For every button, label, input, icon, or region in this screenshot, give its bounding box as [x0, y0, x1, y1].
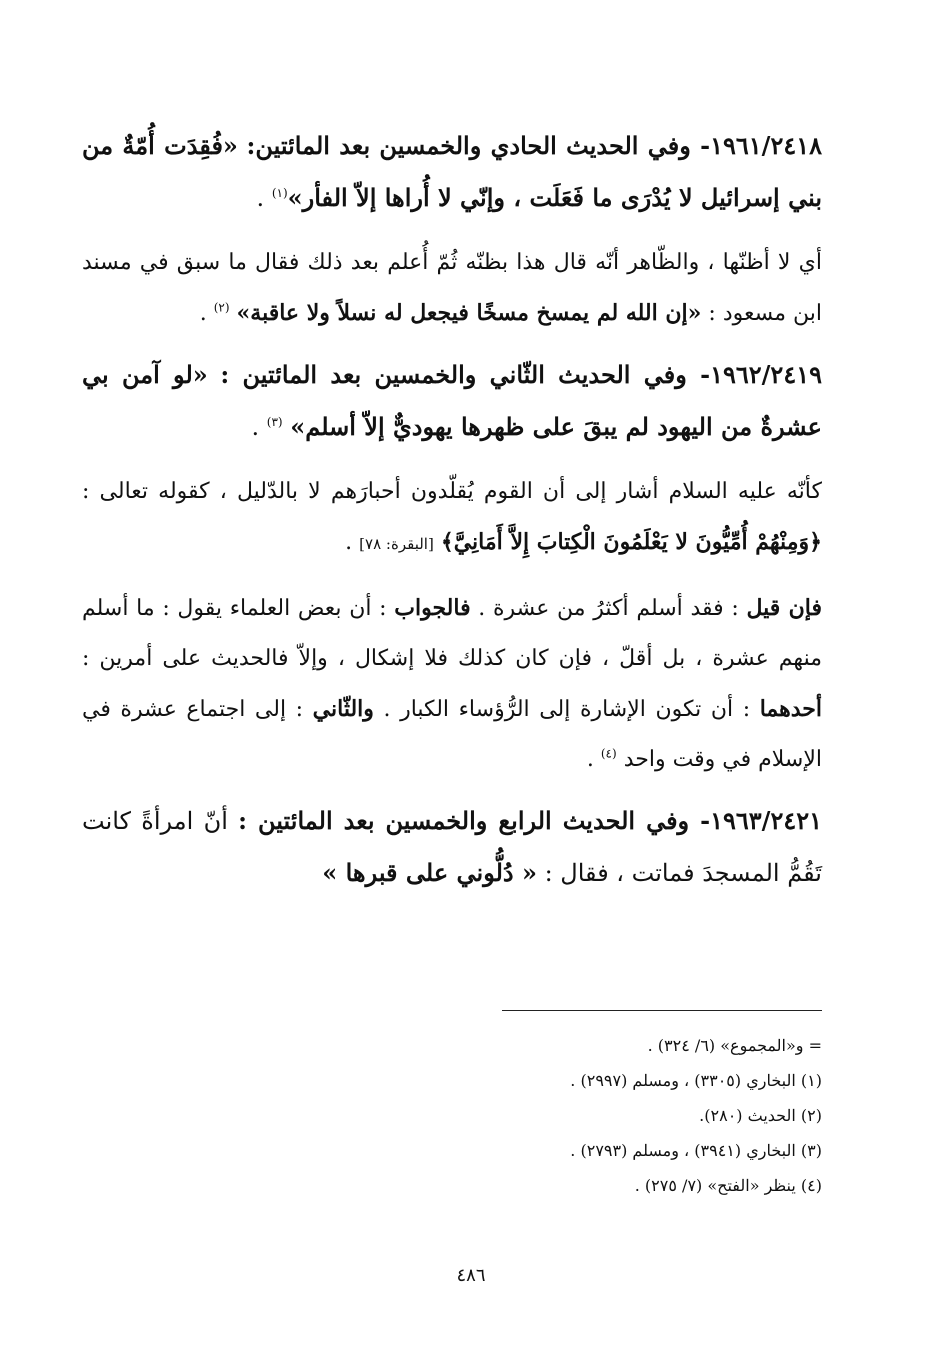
first-option-lead: أحدهما — [759, 696, 823, 722]
commentary-1961 — [82, 238, 822, 339]
hadith-text: «فُقِدَت أُمّةٌ من بني إسرائيل لا يُدْرَى ما فَعَلَت ، وإنّي لا أُراها إلاّ الفأر» — [82, 131, 822, 212]
hadith-heading: ١٩٦٣/٢٤٢١- وفي الحديث الرابع والخمسين بعد المائتين : — [238, 806, 822, 835]
objection-lead: فإن قيل — [746, 595, 822, 621]
hadith-text: «لو آمن بي عشرةٌ من اليهود لم يبقَ على ظهرها يهوديٌّ إلاّ أسلم» — [82, 360, 822, 441]
footnote-ref: (٣) — [266, 415, 283, 429]
first-option-text: : أن تكون الإشارة إلى الرُّؤساء الكبار . — [383, 697, 751, 722]
objection-and-answer — [82, 583, 822, 785]
hadith-intro: أنّ امرأةً كانت تَقُمُّ المسجدَ فماتت ، فقال : — [82, 807, 822, 887]
footnote-continuation: = و«المجموع» (٦/ ٣٢٤) . — [647, 1036, 822, 1055]
hadith-text: « دُلُّوني على قبرها » — [322, 858, 537, 887]
footnote-ref: (١) — [271, 186, 288, 200]
commentary-text: كأنّه عليه السلام أشار إلى أن القوم يُقلّدون أحبارَهم لا بالدّليل ، كقوله تعالى : — [82, 479, 822, 504]
footnote-ref: (٤) — [600, 746, 617, 761]
punctuation: . — [199, 301, 207, 326]
hadith-1961 — [82, 120, 822, 224]
objection-text: : فقد أسلم أكثرُ من عشرة . — [478, 596, 739, 621]
quran-verse: ﴿وَمِنْهُمْ أُمِّيُّونَ لا يَعْلَمُونَ الْكِتابَ إِلاَّ أَمَانِيَّ﴾ — [440, 529, 822, 555]
hadith-1962 — [82, 349, 822, 453]
second-option-lead: والثّاني — [312, 696, 374, 722]
footnote-2: (٢) الحديث (٢٨٠). — [699, 1106, 822, 1125]
footnote-3: (٣) البخاري (٣٩٤١) ، ومسلم (٢٧٩٣) . — [570, 1141, 822, 1160]
quoted-hadith: «إن الله لم يمسخ مسخًا فيجعل له نسلاً ولا عاقبة» — [236, 300, 702, 326]
footnote-divider — [502, 1010, 822, 1011]
commentary-1962 — [82, 467, 822, 569]
footnote-1: (١) البخاري (٣٣٠٥) ، ومسلم (٢٩٩٧) . — [570, 1071, 822, 1090]
verse-reference: [البقرة: ٧٨] — [359, 535, 434, 553]
hadith-heading: ١٩٦١/٢٤١٨- وفي الحديث الحادي والخمسين بعد المائتين: — [246, 131, 822, 160]
second-option-text: : إلى اجتماع عشرة في الإسلام في وقت واحد — [82, 697, 822, 772]
punctuation: . — [251, 413, 260, 441]
punctuation: . — [256, 184, 265, 212]
answer-lead: فالجواب — [394, 595, 471, 621]
punctuation: . — [586, 747, 594, 772]
footnote-ref: (٢) — [213, 300, 230, 315]
hadith-heading: ١٩٦٢/٢٤١٩- وفي الحديث الثّاني والخمسين بعد المائتين : — [220, 360, 822, 389]
punctuation: . — [345, 530, 353, 555]
footnotes — [82, 1028, 822, 1203]
page-body — [82, 110, 822, 899]
hadith-1963 — [82, 795, 822, 899]
footnote-4: (٤) ينظر «الفتح» (٧/ ٢٧٥) . — [634, 1176, 822, 1195]
answer-text: : أن بعض العلماء يقول : ما أسلم منهم عشرة ، بل أقلّ ، فإن كان كذلك فلا إشكال ، وإلاّ فالحديث على أمرين : — [82, 596, 822, 671]
commentary-text: أي لا أظنّها ، والظّاهر أنّه قال هذا بظنّه ثُمّ أُعلم بعد ذلك فقال ما سبق في مسند ابن مسعود : — [82, 250, 822, 326]
page-number: ٤٨٦ — [456, 1265, 486, 1286]
